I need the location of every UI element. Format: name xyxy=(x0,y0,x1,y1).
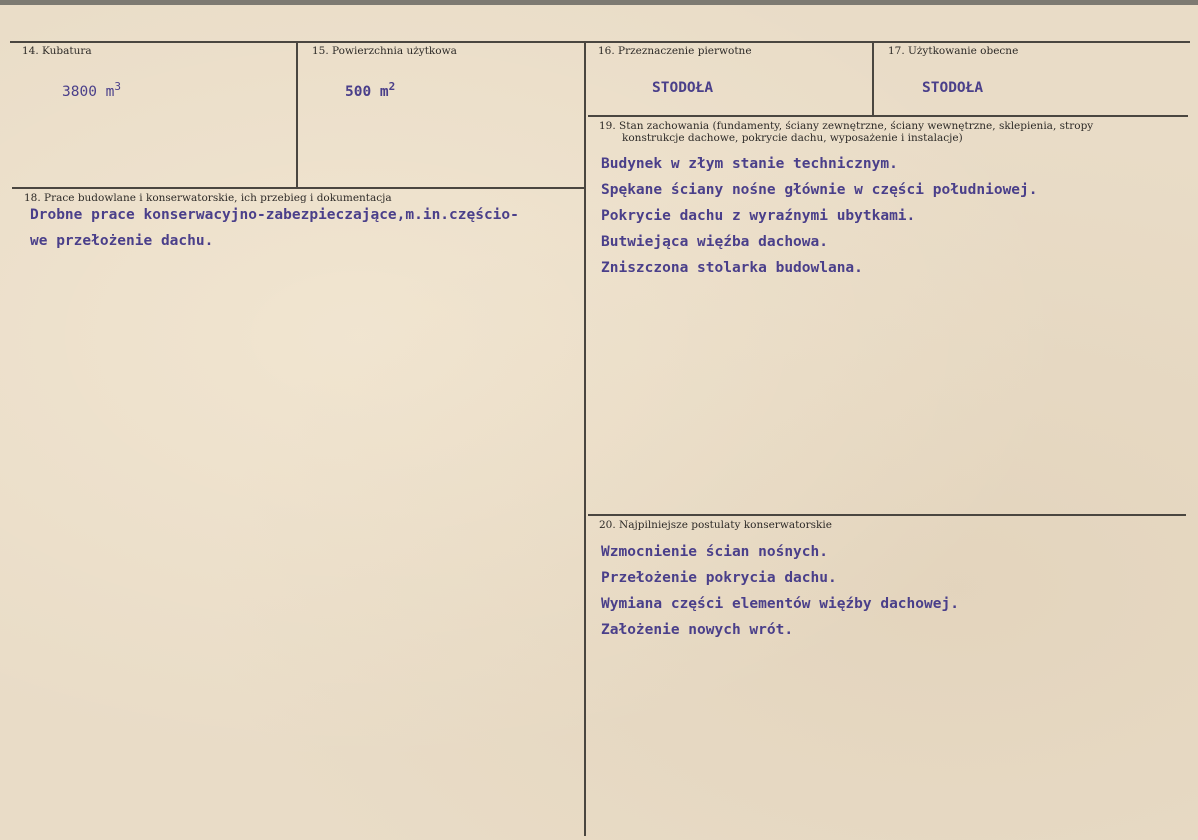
rule-under-14-15 xyxy=(12,187,586,189)
text-line: Wymiana części elementów więźby dachowej. xyxy=(601,596,959,612)
top-rule xyxy=(10,41,1190,43)
text-line: we przełożenie dachu. xyxy=(30,233,214,249)
field17-value: STODOŁA xyxy=(922,80,984,96)
field16-value: STODOŁA xyxy=(652,80,714,96)
card-top-edge xyxy=(0,0,1198,5)
field20-label: 20. Najpilniejsze postulaty konserwatorskie xyxy=(599,519,832,531)
text-line: Budynek w złym stanie technicznym. xyxy=(601,156,898,172)
field17-label: 17. Użytkowanie obecne xyxy=(888,45,1019,57)
field19-label-line2: konstrukcje dachowe, pokrycie dachu, wyposażenie i instalacje) xyxy=(622,132,963,144)
text-line: Zniszczona stolarka budowlana. xyxy=(601,260,863,276)
field18-text xyxy=(30,202,519,254)
field14-label: 14. Kubatura xyxy=(22,45,92,57)
field15-label: 15. Powierzchnia użytkowa xyxy=(312,45,457,57)
text-line: Założenie nowych wrót. xyxy=(601,622,794,638)
text-line: Butwiejąca więźba dachowa. xyxy=(601,234,828,250)
divider-16-17 xyxy=(872,41,874,115)
rule-above-20 xyxy=(588,514,1186,516)
center-divider xyxy=(584,41,586,836)
text-line: Drobne prace konserwacyjno-zabezpieczające,m.in.częścio- xyxy=(30,207,519,223)
text-line: Spękane ściany nośne głównie w części południowej. xyxy=(601,182,1038,198)
text-line: Wzmocnienie ścian nośnych. xyxy=(601,544,828,560)
rule-under-16-17 xyxy=(588,115,1188,117)
divider-14-15 xyxy=(296,41,298,187)
field19-text xyxy=(601,151,1038,281)
text-line: Przełożenie pokrycia dachu. xyxy=(601,570,837,586)
field19-label-line1: 19. Stan zachowania (fundamenty, ściany zewnętrzne, ściany wewnętrzne, sklepienia, stropy xyxy=(599,120,1094,132)
field14-value: 3800 $m^3$ xyxy=(62,80,122,100)
field20-text xyxy=(601,539,959,643)
field16-label: 16. Przeznaczenie pierwotne xyxy=(598,45,752,57)
text-line: Pokrycie dachu z wyraźnymi ubytkami. xyxy=(601,208,916,224)
field18-label: 18. Prace budowlane i konserwatorskie, ich przebieg i dokumentacja xyxy=(24,192,392,204)
field15-value: 500 $m^2$ xyxy=(345,80,396,100)
